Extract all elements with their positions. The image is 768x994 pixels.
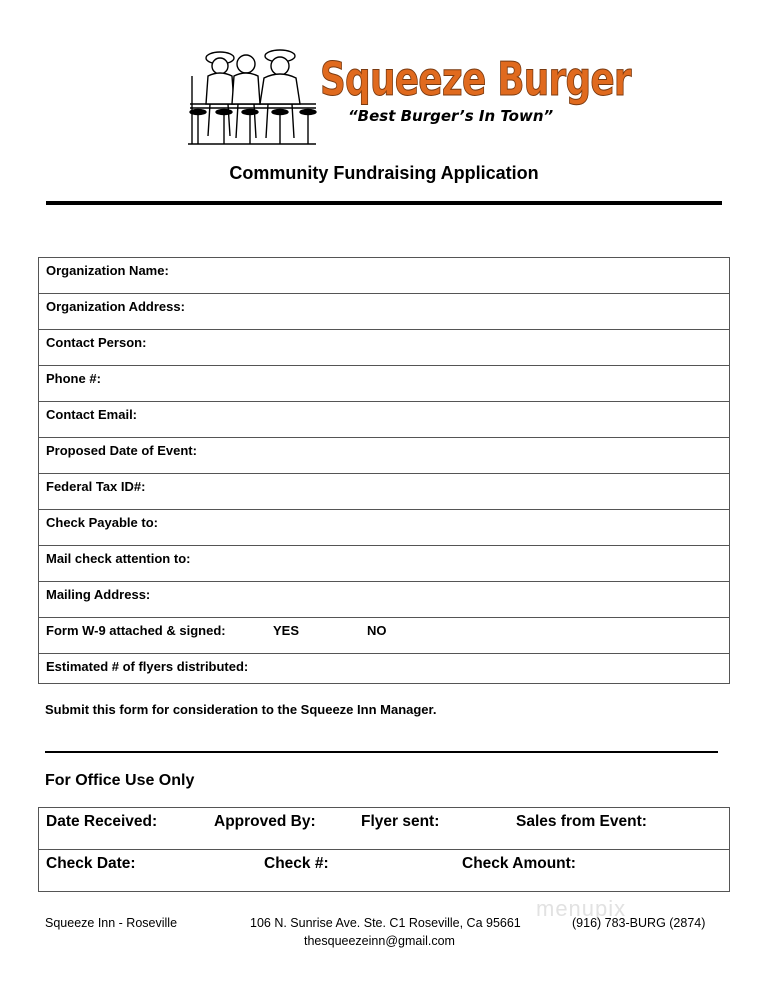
check-number-label: Check #: bbox=[264, 855, 329, 872]
form-row-mailing-address[interactable] bbox=[39, 582, 729, 618]
form-row-proposed-date[interactable] bbox=[39, 438, 729, 474]
field-label: Contact Email: bbox=[46, 407, 138, 422]
form-row-contact-email[interactable] bbox=[39, 402, 729, 438]
flyer-sent-label: Flyer sent: bbox=[361, 813, 440, 830]
check-amount-label: Check Amount: bbox=[462, 855, 576, 872]
footer-email[interactable]: thesqueezeinn@gmail.com bbox=[304, 934, 455, 948]
brand-name: Squeeze Burger bbox=[320, 52, 631, 106]
field-label: Proposed Date of Event: bbox=[46, 443, 197, 458]
form-row-check-payable[interactable] bbox=[39, 510, 729, 546]
field-label: Federal Tax ID#: bbox=[46, 479, 146, 494]
w9-no-option[interactable]: NO bbox=[367, 623, 387, 638]
footer-location: Squeeze Inn - Roseville bbox=[45, 916, 178, 930]
approved-by-label: Approved By: bbox=[214, 813, 316, 830]
field-label: Mail check attention to: bbox=[46, 551, 191, 566]
form-row-federal-tax-id[interactable] bbox=[39, 474, 729, 510]
office-use-table bbox=[38, 807, 730, 892]
office-use-heading: For Office Use Only bbox=[45, 772, 195, 789]
title-divider bbox=[46, 201, 722, 205]
section-divider bbox=[45, 751, 718, 753]
field-label: Estimated # of flyers distributed: bbox=[46, 659, 249, 674]
form-row-w9 bbox=[39, 618, 729, 654]
footer-address: 106 N. Sunrise Ave. Ste. C1 Roseville, Ca 95661 bbox=[250, 916, 521, 930]
field-label: Phone #: bbox=[46, 371, 101, 386]
w9-yes-option[interactable]: YES bbox=[273, 623, 300, 638]
field-label: Organization Name: bbox=[46, 263, 169, 278]
form-row-organization-name[interactable] bbox=[39, 258, 729, 294]
page-title: Community Fundraising Application bbox=[229, 163, 539, 183]
field-label: Mailing Address: bbox=[46, 587, 151, 602]
form-row-contact-person[interactable] bbox=[39, 330, 729, 366]
footer-phone: (916) 783-BURG (2874) bbox=[572, 916, 706, 930]
form-row-flyers[interactable] bbox=[39, 654, 729, 683]
form-row-mail-check-attention[interactable] bbox=[39, 546, 729, 582]
check-date-label: Check Date: bbox=[46, 855, 136, 872]
submit-note: Submit this form for consideration to the Squeeze Inn Manager. bbox=[45, 702, 437, 717]
form-row-phone[interactable] bbox=[39, 366, 729, 402]
form-row-organization-address[interactable] bbox=[39, 294, 729, 330]
date-received-label: Date Received: bbox=[46, 813, 158, 830]
office-row bbox=[39, 808, 729, 850]
field-label: Contact Person: bbox=[46, 335, 147, 350]
field-label: Form W-9 attached & signed: bbox=[46, 623, 226, 638]
field-label: Check Payable to: bbox=[46, 515, 158, 530]
brand-tagline: “Best Burger’s In Town” bbox=[348, 107, 554, 125]
sales-from-event-label: Sales from Event: bbox=[516, 813, 647, 830]
office-row bbox=[39, 850, 729, 891]
application-form bbox=[38, 257, 730, 684]
watermark: menupix bbox=[536, 896, 627, 921]
field-label: Organization Address: bbox=[46, 299, 185, 314]
logo-illustration bbox=[188, 46, 318, 148]
